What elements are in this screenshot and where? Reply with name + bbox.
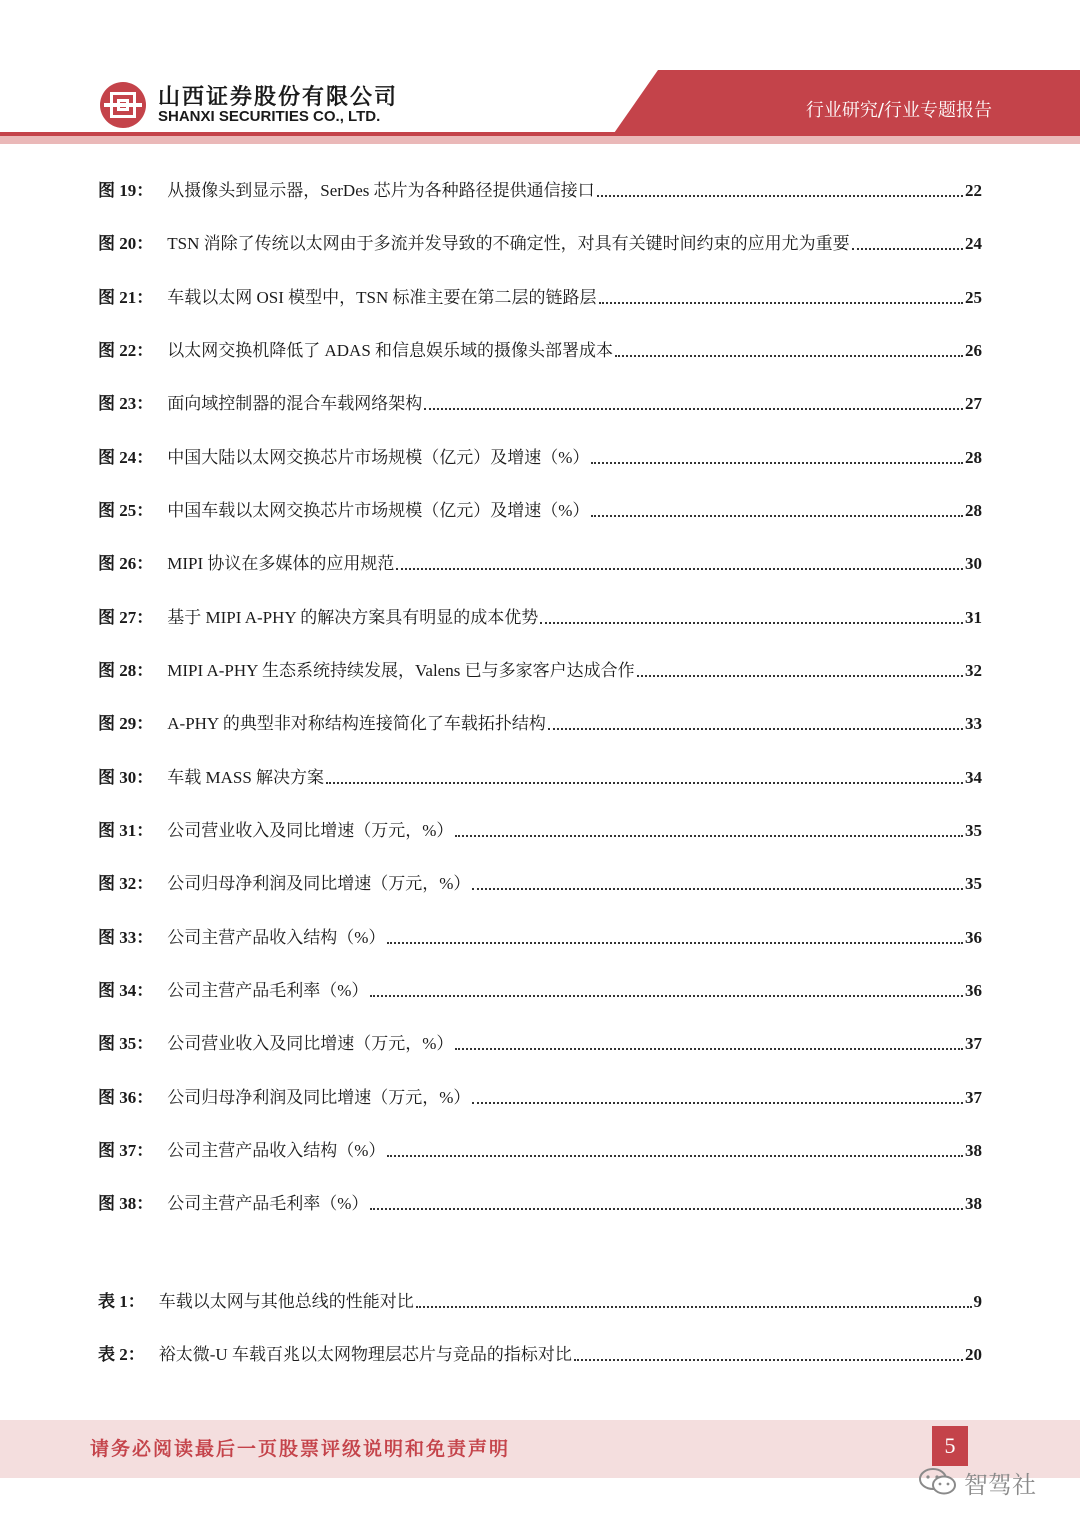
toc-label: 图 30： bbox=[98, 768, 154, 787]
toc-title: 基于 MIPI A-PHY 的解决方案具有明显的成本优势 bbox=[167, 608, 539, 627]
toc-label: 图 23： bbox=[98, 394, 154, 413]
toc-label: 图 28： bbox=[98, 661, 154, 680]
toc-title: 中国大陆以太网交换芯片市场规模（亿元）及增速（%） bbox=[167, 448, 590, 467]
toc-leader bbox=[387, 1155, 963, 1157]
toc-page: 27 bbox=[965, 394, 982, 413]
toc-entry[interactable] bbox=[98, 818, 982, 844]
toc-leader bbox=[574, 1359, 963, 1361]
toc-label: 图 32： bbox=[98, 874, 154, 893]
toc-title: 从摄像头到显示器，SerDes 芯片为各种路径提供通信接口 bbox=[167, 181, 595, 200]
toc-title: 中国车载以太网交换芯片市场规模（亿元）及增速（%） bbox=[167, 501, 590, 520]
toc-page: 25 bbox=[965, 288, 982, 307]
toc-leader bbox=[591, 462, 963, 464]
toc-entry[interactable] bbox=[98, 1085, 982, 1111]
toc-entry[interactable] bbox=[98, 1289, 982, 1315]
toc-leader bbox=[472, 888, 963, 890]
toc-page: 28 bbox=[965, 501, 982, 520]
toc-page: 38 bbox=[965, 1194, 982, 1213]
disclaimer-note: 请务必阅读最后一页股票评级说明和免责声明 bbox=[90, 1438, 511, 1460]
toc-leader bbox=[597, 195, 963, 197]
toc-title: A-PHY 的典型非对称结构连接简化了车载拓扑结构 bbox=[167, 714, 546, 733]
toc-title: 公司主营产品收入结构（%） bbox=[167, 928, 386, 947]
toc-title: 公司营业收入及同比增速（万元，%） bbox=[167, 821, 454, 840]
toc-leader bbox=[387, 942, 963, 944]
toc-entry[interactable] bbox=[98, 1031, 982, 1057]
toc-entry[interactable] bbox=[98, 605, 982, 631]
toc-label: 图 24： bbox=[98, 448, 154, 467]
toc-entry[interactable] bbox=[98, 765, 982, 791]
toc-leader bbox=[540, 622, 963, 624]
toc-leader bbox=[852, 248, 963, 250]
toc-page: 34 bbox=[965, 768, 982, 787]
toc-entry[interactable] bbox=[98, 285, 982, 311]
toc-leader bbox=[548, 728, 963, 730]
toc-page: 36 bbox=[965, 981, 982, 1000]
toc-label: 图 20： bbox=[98, 234, 154, 253]
toc-leader bbox=[370, 1208, 963, 1210]
toc-page: 37 bbox=[965, 1088, 982, 1107]
report-category: 行业研究/行业专题报告 bbox=[805, 100, 992, 121]
toc-leader bbox=[370, 995, 963, 997]
toc-title: 公司主营产品收入结构（%） bbox=[167, 1141, 386, 1160]
toc-leader bbox=[472, 1102, 963, 1104]
toc-label: 图 25： bbox=[98, 501, 154, 520]
toc-page: 30 bbox=[965, 554, 982, 573]
toc-leader bbox=[615, 355, 963, 357]
toc-entry[interactable] bbox=[98, 551, 982, 577]
watermark-text: 智驾社 bbox=[964, 1470, 1036, 1499]
toc-title: 车载以太网与其他总线的性能对比 bbox=[158, 1292, 414, 1311]
toc-page: 33 bbox=[965, 714, 982, 733]
toc-entry[interactable] bbox=[98, 498, 982, 524]
company-name-en: SHANXI SECURITIES CO., LTD. bbox=[158, 108, 381, 125]
toc-page: 32 bbox=[965, 661, 982, 680]
toc-page: 22 bbox=[965, 181, 982, 200]
toc-leader bbox=[637, 675, 963, 677]
toc-leader bbox=[326, 782, 963, 784]
toc-label: 图 34： bbox=[98, 981, 154, 1000]
page-header bbox=[0, 0, 1080, 150]
toc-title: MIPI 协议在多媒体的应用规范 bbox=[167, 554, 395, 573]
toc-entry[interactable] bbox=[98, 231, 982, 257]
toc-label: 图 36： bbox=[98, 1088, 154, 1107]
toc-leader bbox=[396, 568, 963, 570]
toc-entry[interactable] bbox=[98, 711, 982, 737]
toc-title: 车载以太网 OSI 模型中，TSN 标准主要在第二层的链路层 bbox=[167, 288, 597, 307]
toc-entry[interactable] bbox=[98, 978, 982, 1004]
toc-leader bbox=[599, 302, 963, 304]
toc-entry[interactable] bbox=[98, 1138, 982, 1164]
toc-title: 以太网交换机降低了 ADAS 和信息娱乐域的摄像头部署成本 bbox=[167, 341, 614, 360]
toc-title: MIPI A-PHY 生态系统持续发展，Valens 已与多家客户达成合作 bbox=[167, 661, 635, 680]
toc-entry[interactable] bbox=[98, 445, 982, 471]
toc-page: 38 bbox=[965, 1141, 982, 1160]
toc-title: 公司主营产品毛利率（%） bbox=[167, 981, 369, 1000]
wechat-icon bbox=[918, 1466, 958, 1498]
toc-page: 37 bbox=[965, 1034, 982, 1053]
toc-leader bbox=[416, 1306, 972, 1308]
toc-page: 35 bbox=[965, 821, 982, 840]
toc-title: 裕太微-U 车载百兆以太网物理层芯片与竞品的指标对比 bbox=[158, 1345, 572, 1364]
toc-page: 9 bbox=[973, 1292, 982, 1311]
toc-title: TSN 消除了传统以太网由于多流并发导致的不确定性，对具有关键时间约束的应用尤为重要 bbox=[167, 234, 850, 253]
toc-label: 图 31： bbox=[98, 821, 154, 840]
company-name-cn: 山西证券股份有限公司 bbox=[158, 85, 399, 110]
toc-title: 车载 MASS 解决方案 bbox=[167, 768, 325, 787]
toc-label: 图 22： bbox=[98, 341, 154, 360]
toc-entry[interactable] bbox=[98, 1342, 982, 1368]
toc-entry[interactable] bbox=[98, 178, 982, 204]
toc-leader bbox=[455, 1048, 963, 1050]
toc-entry[interactable] bbox=[98, 658, 982, 684]
toc-page: 35 bbox=[965, 874, 982, 893]
toc-label: 图 33： bbox=[98, 928, 154, 947]
toc-title: 公司营业收入及同比增速（万元，%） bbox=[167, 1034, 454, 1053]
toc-page: 36 bbox=[965, 928, 982, 947]
toc-entry[interactable] bbox=[98, 391, 982, 417]
toc-label: 图 37： bbox=[98, 1141, 154, 1160]
toc-label: 图 29： bbox=[98, 714, 154, 733]
toc-page: 24 bbox=[965, 234, 982, 253]
toc-page: 28 bbox=[965, 448, 982, 467]
toc-label: 图 27： bbox=[98, 608, 154, 627]
toc-label: 图 35： bbox=[98, 1034, 154, 1053]
toc-leader bbox=[455, 835, 963, 837]
toc-label: 图 26： bbox=[98, 554, 154, 573]
toc-title: 面向域控制器的混合车载网络架构 bbox=[167, 394, 423, 413]
toc-entry[interactable] bbox=[98, 871, 982, 897]
toc-page: 20 bbox=[965, 1345, 982, 1364]
toc-page: 26 bbox=[965, 341, 982, 360]
toc-label: 表 1： bbox=[98, 1292, 145, 1311]
toc-leader bbox=[591, 515, 963, 517]
toc-label: 图 21： bbox=[98, 288, 154, 307]
toc-page: 31 bbox=[965, 608, 982, 627]
toc-leader bbox=[424, 408, 963, 410]
watermark bbox=[918, 1464, 1058, 1500]
toc-label: 表 2： bbox=[98, 1345, 145, 1364]
toc-label: 图 19： bbox=[98, 181, 154, 200]
toc-title: 公司归母净利润及同比增速（万元，%） bbox=[167, 1088, 471, 1107]
page-number: 5 bbox=[932, 1426, 968, 1466]
toc-entry[interactable] bbox=[98, 925, 982, 951]
toc-title: 公司主营产品毛利率（%） bbox=[167, 1194, 369, 1213]
toc-title: 公司归母净利润及同比增速（万元，%） bbox=[167, 874, 471, 893]
toc-entry[interactable] bbox=[98, 338, 982, 364]
toc-entry[interactable] bbox=[98, 1191, 982, 1217]
toc-label: 图 38： bbox=[98, 1194, 154, 1213]
company-logo-icon bbox=[98, 80, 148, 130]
